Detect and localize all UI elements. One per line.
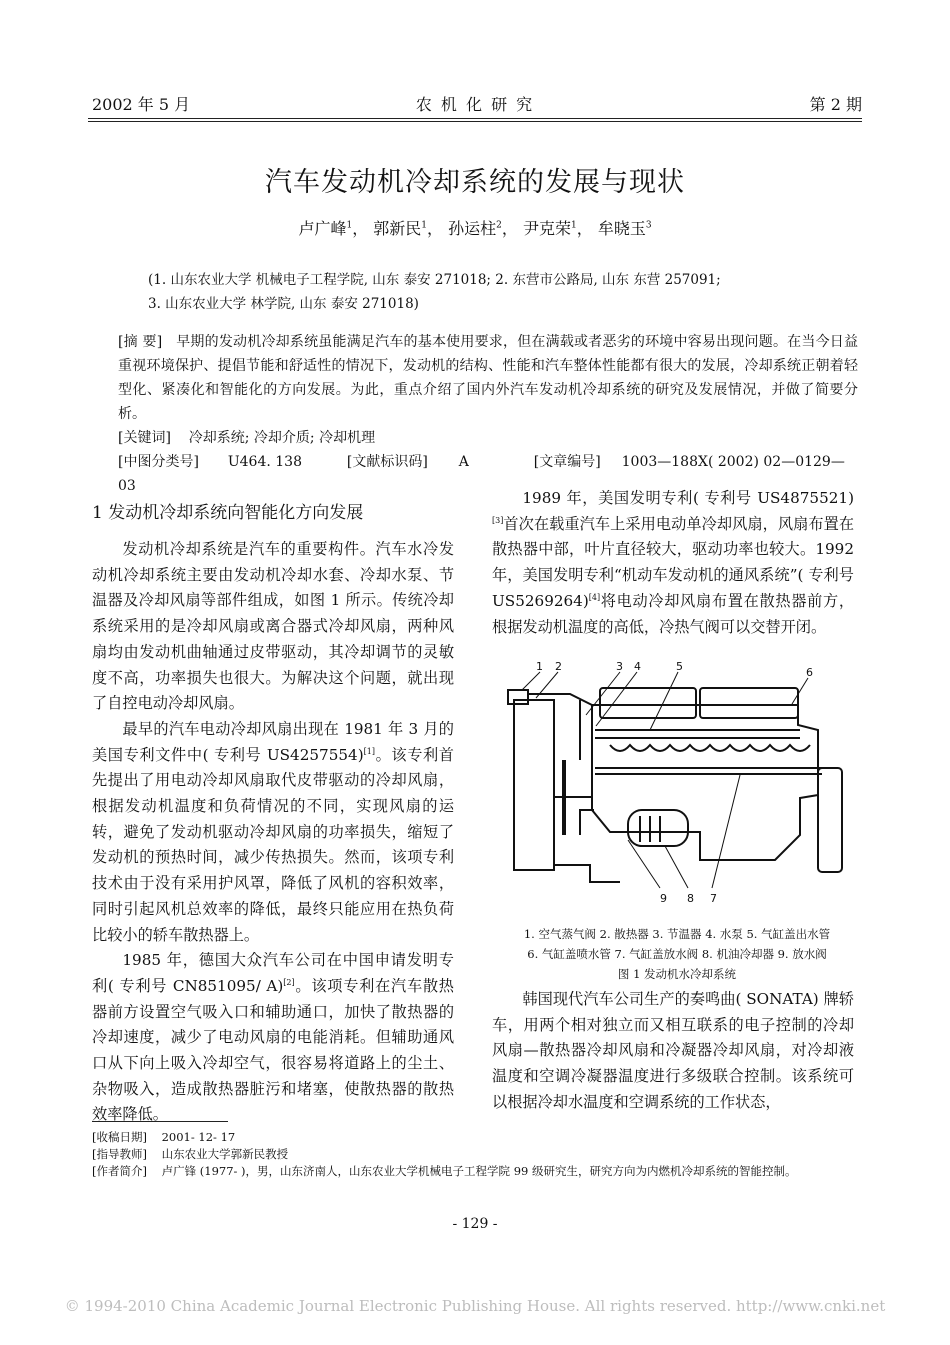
author: 孙运柱$^2$ xyxy=(448,219,502,238)
callout-5: 5 xyxy=(676,660,683,673)
abstract xyxy=(118,330,858,426)
article-no-label: [文章编号] xyxy=(533,454,601,470)
page-number: - 129 - xyxy=(452,1216,498,1232)
author: 郭新民$^1$ xyxy=(373,219,428,238)
clc-value: U464. 138 xyxy=(227,454,302,470)
abstract-label: [摘 要] xyxy=(118,334,163,350)
author: 尹克荣$^1$ xyxy=(522,219,577,238)
article-no-value: 1003—188X( 2002) 02—0129—03 xyxy=(118,454,845,494)
callout-9: 9 xyxy=(660,892,667,905)
callout-3: 3 xyxy=(616,660,623,673)
author-list: 卢广峰$^1$， 郭新民$^1$， 孙运柱$^2$， 尹克荣$^1$， 牟晓玉$^3$ xyxy=(298,219,652,238)
callout-6: 6 xyxy=(806,666,813,679)
keywords-label: [关键词] xyxy=(118,430,171,446)
engine-block xyxy=(592,705,818,860)
citation: [4] xyxy=(588,592,601,602)
affiliations xyxy=(148,268,848,316)
clc-label: [中图分类号] xyxy=(118,454,199,470)
callout-2: 2 xyxy=(555,660,562,673)
header-journal: 农 机 化 研 究 xyxy=(415,95,535,114)
header-issue: 第 2 期 xyxy=(809,95,862,114)
radiator xyxy=(514,700,554,870)
citation: [2] xyxy=(283,977,295,987)
author: 卢广峰$^1$ xyxy=(298,219,353,238)
keywords-text: 冷却系统; 冷却介质; 冷却机理 xyxy=(188,430,376,446)
paragraph: 发动机冷却系统是汽车的重要构件。汽车水冷发动机冷却系统主要由发动机冷却水套、冷却水泵、节温器及冷却风扇等部件组成，如图 1 所示。传统冷却系统采用的是冷却风扇或离合器式冷却风扇，两种风扇均由发动机曲轴通过皮带驱动，其冷却调节的灵敏度不高，功率损失也很大。为解决这个问题，就出现了自控电动冷却风扇。 xyxy=(92,540,454,713)
flywheel-housing xyxy=(818,768,842,872)
copyright-watermark: © 1994-2010 China Academic Journal Electronic Publishing House. All rights reserved. http://www.cnki.net xyxy=(64,1297,886,1315)
section-heading: 1 发动机冷却系统向智能化方向发展 xyxy=(92,503,364,523)
citation: [3] xyxy=(492,515,504,525)
callout-8: 8 xyxy=(687,892,694,905)
figure-caption: 图 1 发动机水冷却系统 xyxy=(617,967,737,981)
abstract-text: 早期的发动机冷却系统虽能满足汽车的基本使用要求，但在满载或者恶劣的环境中容易出现问题。在当今日益重视环境保护、提倡节能和舒适性的情况下，发动机的结构、性能和汽车整体性能都有很大的发展，冷却系统正朝着轻型化、紧凑化和智能化的方向发展。为此，重点介绍了国内外汽车发动机冷却系统的研究及发展情况，并做了简要分析。 xyxy=(118,334,859,422)
figure-legend xyxy=(482,924,872,984)
right-column-bottom xyxy=(492,987,854,1116)
citation: [1] xyxy=(363,746,375,756)
callout-1: 1 xyxy=(536,660,543,673)
doc-code-label: [文献标识码] xyxy=(346,454,428,470)
author: 牟晓玉$^3$ xyxy=(597,219,652,238)
footnote: [作者简介] 卢广锋 (1977- )，男，山东济南人，山东农业大学机械电子工程学院 99 级研究生，研究方向为内燃机冷却系统的智能控制。 xyxy=(92,1164,797,1178)
left-column xyxy=(92,537,454,1128)
doc-code-value: A xyxy=(458,454,469,470)
oil-cooler xyxy=(628,810,688,846)
callout-7: 7 xyxy=(710,892,717,905)
keywords xyxy=(118,426,858,450)
paragraph: 韩国现代汽车公司生产的奏鸣曲( SONATA) 牌轿车，用两个相对独立而又相互联系的电子控制的冷却风扇—散热器冷却风扇和冷凝器冷却风扇，对冷却液温度和空调冷凝器温度进行多级联合控制。该系统可以根据冷却水温度和空调系统的工作状态， xyxy=(492,990,854,1111)
paper-title: 汽车发动机冷却系统的发展与现状 xyxy=(265,167,685,198)
legend-line: 1. 空气蒸气阀 2. 散热器 3. 节温器 4. 水泵 5. 气缸盖出水管 xyxy=(523,927,831,941)
footnote: [收稿日期] 2001- 12- 17 xyxy=(92,1130,236,1144)
header-rule xyxy=(88,118,862,119)
paragraph: 1989 年，美国发明专利( 专利号 US4875521)[3]首次在载重汽车上采用电动单冷却风扇，风扇布置在散热器中部，叶片直径较大，驱动功率也较大。1992 年，美国发明专利“机动车发动机的通风系统”( 专利号 US5269264)[4]将电动冷却风扇布置在散热器前方，根据发动机温度的高低，冷热气阀可以交替开闭。 xyxy=(492,489,854,636)
engine-cooling-diagram xyxy=(500,660,870,915)
callout-4: 4 xyxy=(634,660,641,673)
legend-line: 6. 气缸盖喷水管 7. 气缸盖放水阀 8. 机油冷却器 9. 放水阀 xyxy=(527,947,827,961)
footnote-rule xyxy=(92,1121,228,1122)
right-column-top xyxy=(492,486,854,640)
affiliation-line: 3. 山东农业大学 林学院, 山东 泰安 271018) xyxy=(148,296,419,312)
header-date: 2002 年 5 月 xyxy=(92,95,191,114)
paragraph: 最早的汽车电动冷却风扇出现在 1981 年 3 月的美国专利文件中( 专利号 US4257554)[1]。该专利首先提出了用电动冷却风扇取代皮带驱动的冷却风扇，根据发动机温度和负荷情况的不同，实现风扇的运转，避免了发动机驱动冷却风扇的功率损失，缩短了发动机的预热时间，减少传热损失。然而，该项专利技术由于没有采用护风罩，降低了风机的容积效率，同时引起风机总效率的降低，最终只能应用在热负荷比较小的轿车散热器上。 xyxy=(92,719,454,944)
paragraph: 1985 年，德国大众汽车公司在中国申请发明专利( 专利号 CN851095/ A)[2]。该项专利在汽车散热器前方设置空气吸入口和辅助通口，加快了散热器的冷却速度，减少了电动风扇的电能消耗。但辅助通风口从下向上吸入冷却空气，很容易将道路上的尘土、杂物吸入，造成散热器脏污和堵塞，使散热器的散热效率降低。 xyxy=(92,951,454,1124)
header-rule-2 xyxy=(88,121,862,122)
footnotes xyxy=(92,1129,862,1180)
footnote: [指导教师] 山东农业大学郭新民教授 xyxy=(92,1147,289,1161)
affiliation-line: (1. 山东农业大学 机械电子工程学院, 山东 泰安 271018; 2. 东营市公路局, 山东 东营 257091; xyxy=(148,272,721,288)
